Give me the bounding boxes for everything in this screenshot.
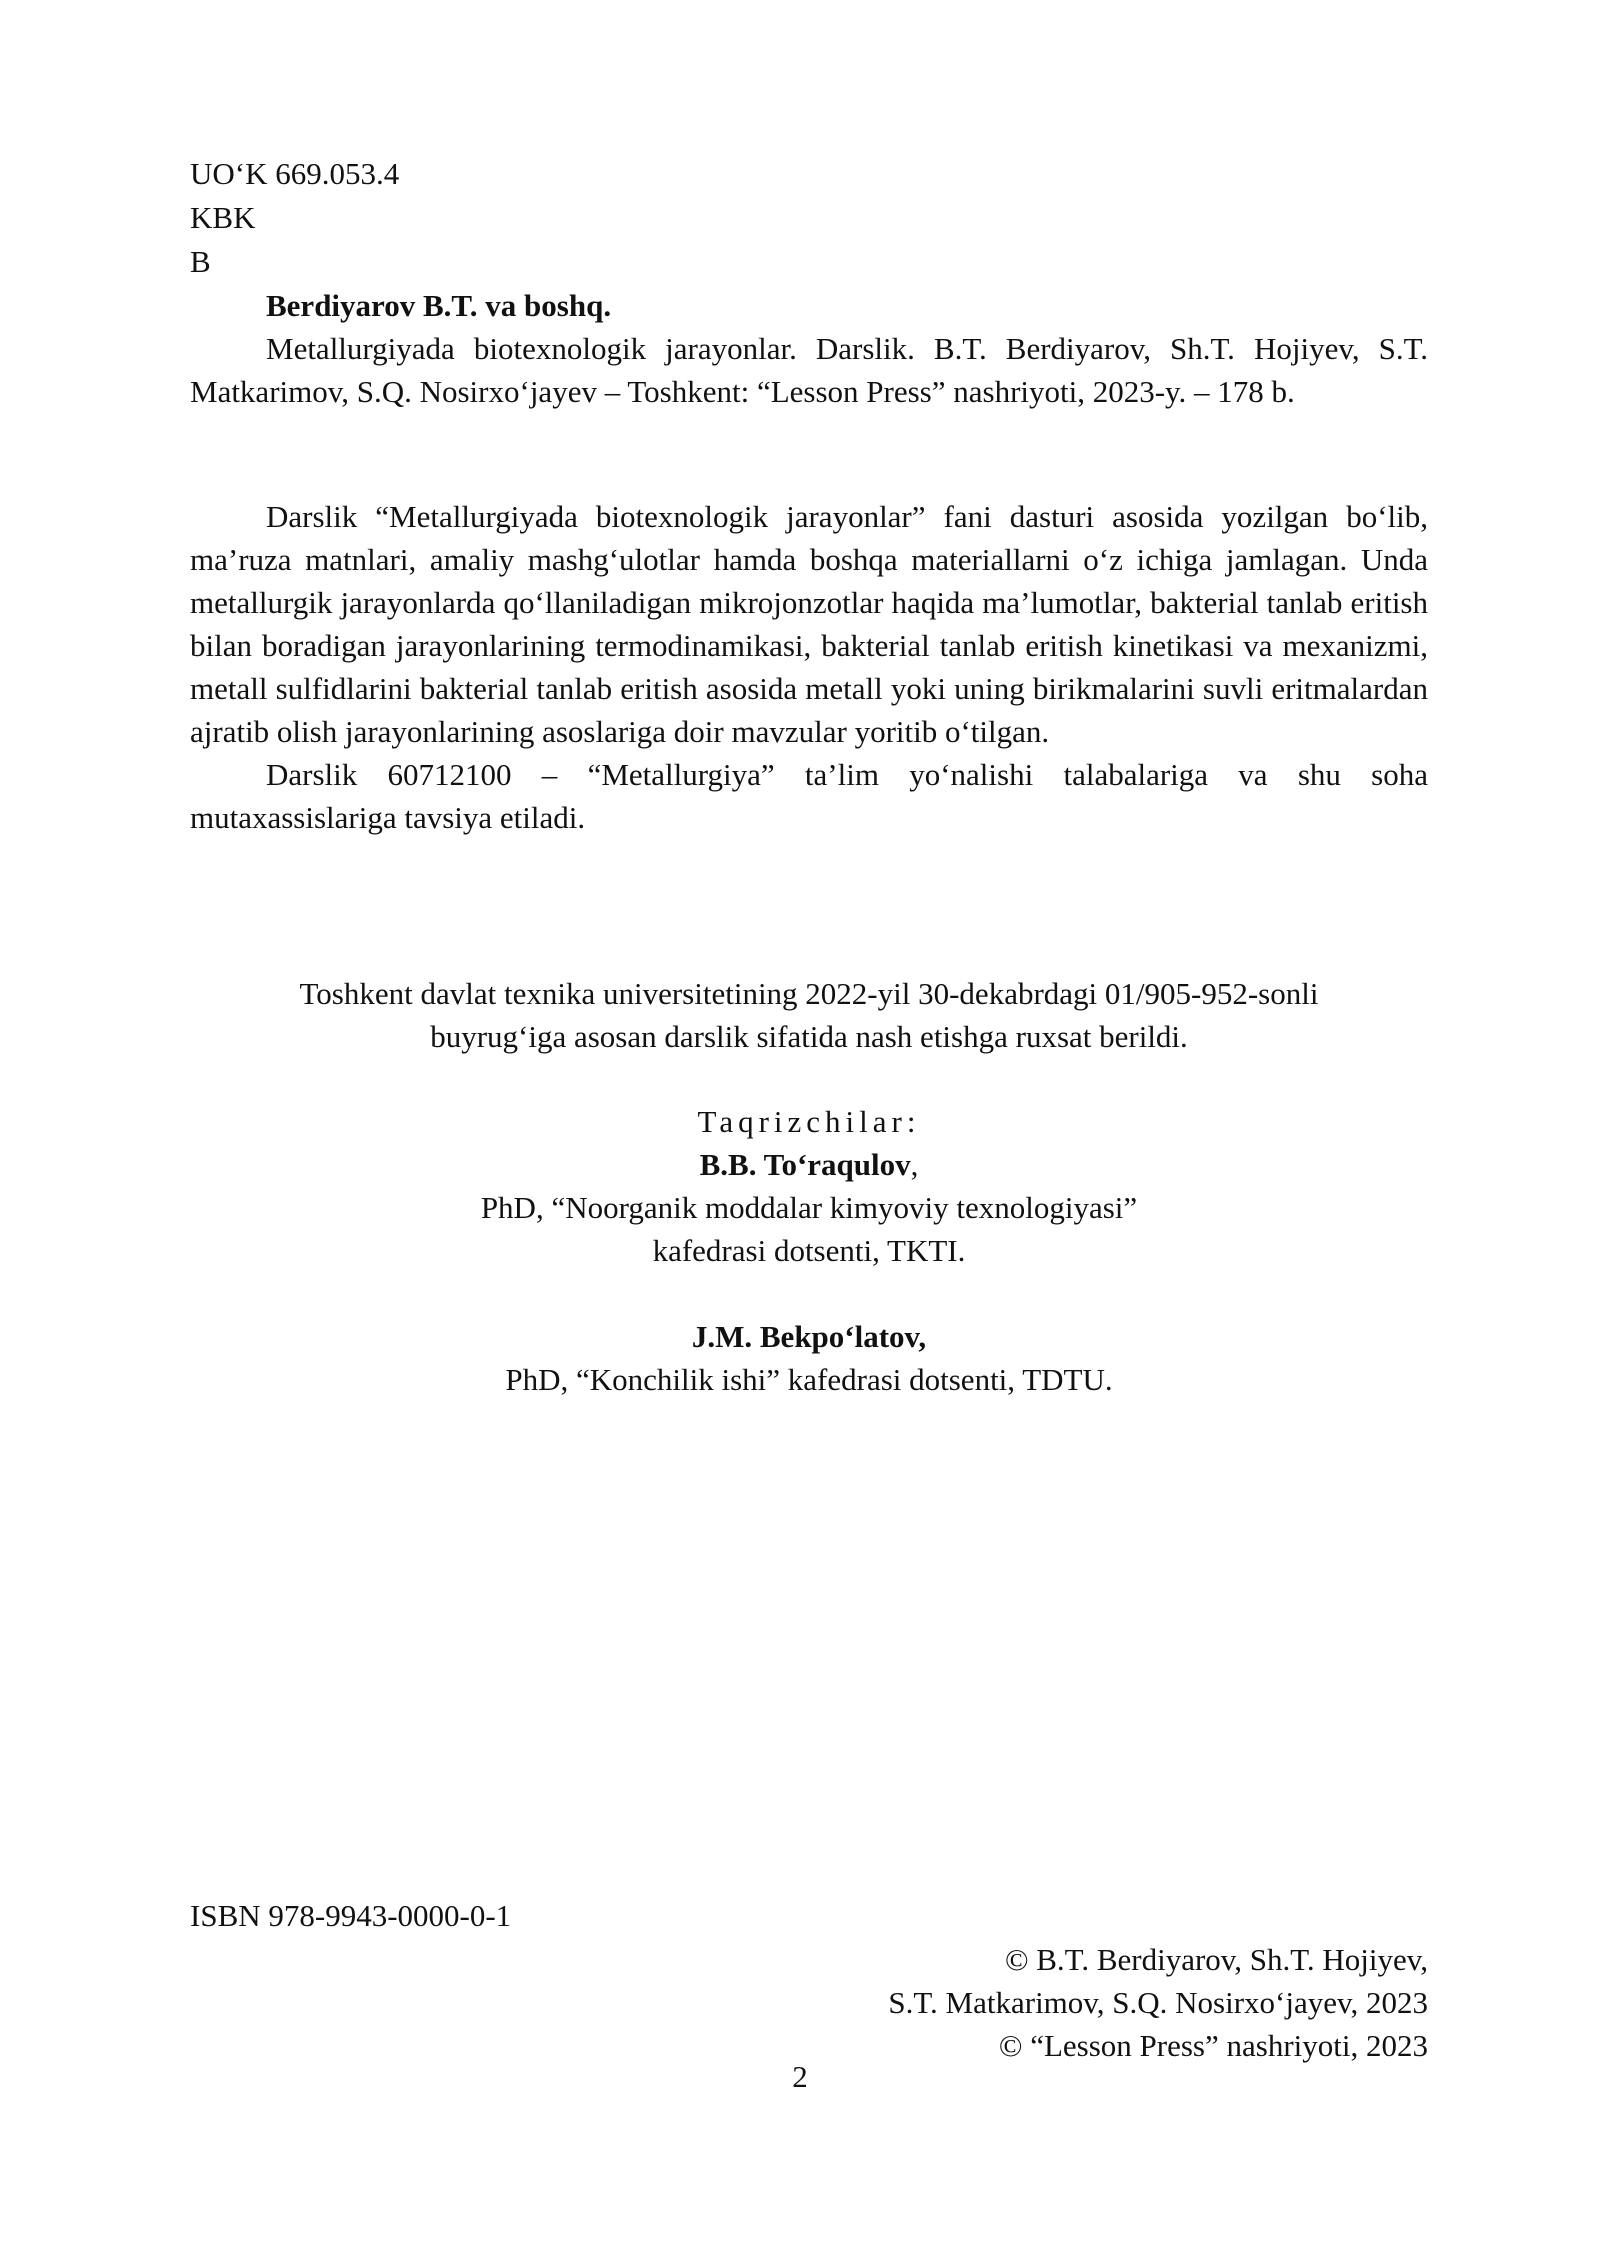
- udc-code: UO‘K 669.053.4: [190, 156, 400, 191]
- reviewer-1-affiliation: PhD, “Noorganik moddalar kimyoviy texnologiyasi”: [480, 1190, 1138, 1225]
- copyright-line: © “Lesson Press” nashriyoti, 2023: [998, 2028, 1428, 2063]
- copyright-line: © B.T. Berdiyarov, Sh.T. Hojiyev,: [1004, 1942, 1428, 1977]
- reviewer-1-affiliation: kafedrasi dotsenti, TKTI.: [652, 1233, 966, 1268]
- approval-statement: [190, 972, 1428, 1058]
- annotation-paragraph: Darslik “Metallurgiyada biotexnologik jarayonlar” fani dasturi asosida yozilgan bo‘lib, ma’ruza matnlari, amaliy mashg‘ulotlar hamda boshqa materiallarni o‘z ichiga jamlagan. Unda metallurgik jarayonlarda qo‘llaniladigan mikrojonzotlar haqida ma’lumotlar, bakterial tanlab eritish bilan boradigan jarayonlarining termodinamikasi, bakterial tanlab eritish kinetikasi va mexanizmi, metall sulfidlarini bakterial tanlab eritish asosida metall yoki uning birikmalarini suvli eritmalardan ajratib olish jarayonlarining asoslariga doir mavzular yoritib o‘tilgan.: [190, 499, 1428, 749]
- recommendation-paragraph: Darslik 60712100 – “Metallurgiya” ta’lim yo‘nalishi talabalariga va shu soha mutaxassislariga tavsiya etiladi.: [190, 757, 1428, 835]
- reviewer-1-name: B.B. To‘raqulov: [699, 1147, 911, 1182]
- approval-line: buyrug‘iga asosan darslik sifatida nash etishga ruxsat berildi.: [430, 1019, 1188, 1054]
- reviewer-2-affiliation: PhD, “Konchilik ishi” kafedrasi dotsenti, TDTU.: [505, 1362, 1113, 1397]
- reviewer-2-name: J.M. Bekpo‘latov,: [691, 1319, 927, 1354]
- author-mark: B: [190, 244, 211, 279]
- bibliographic-record: [190, 284, 1428, 413]
- reviewer-1-name-suffix: ,: [910, 1147, 919, 1182]
- copyright-line: S.T. Matkarimov, S.Q. Nosirxo‘jayev, 2023: [888, 1985, 1428, 2020]
- reviewer-1-name-line: [190, 1143, 1428, 1186]
- spacer: [190, 1272, 1428, 1315]
- copyright-block: [888, 1938, 1428, 2067]
- lbc-code: KBK: [190, 200, 256, 235]
- author-heading: Berdiyarov B.T. va boshq.: [266, 288, 612, 323]
- annotation: [190, 495, 1428, 839]
- isbn: ISBN 978-9943-0000-0-1: [190, 1898, 512, 1933]
- bibliographic-description: Metallurgiyada biotexnologik jarayonlar. Darslik. B.T. Berdiyarov, Sh.T. Hojiyev, S.T. Matkarimov, S.Q. Nosirxo‘jayev – Toshkent: “Lesson Press” nashriyoti, 2023-y. – 178 b.: [190, 331, 1428, 409]
- approval-line: Toshkent davlat texnika universitetining 2022-yil 30-dekabrdagi 01/905-952-sonli: [299, 976, 1319, 1011]
- page-number: 2: [792, 2059, 808, 2094]
- classification-block: [190, 152, 399, 284]
- reviewers-block: [190, 1100, 1428, 1401]
- reviewers-heading: Taqrizchilar:: [697, 1104, 921, 1139]
